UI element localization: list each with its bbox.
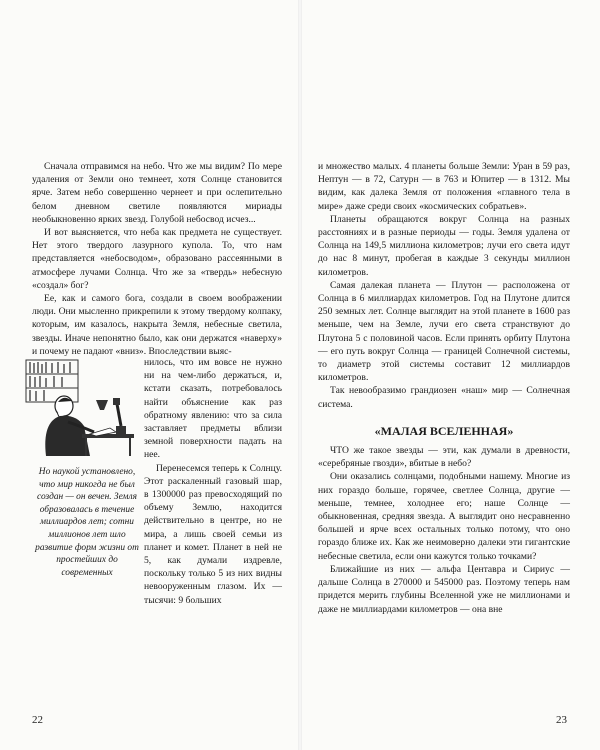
right-paragraph: и множество малых. 4 планеты больше Земли: Уран в 59 раз, Нептун — в 72, Сатурн — в 763 и Юпитер — в 1312. Мы видим, как далека Земля от положения «главного тела в мире» даже среди своих «космических собратьев». bbox=[318, 161, 570, 212]
right-paragraph: Планеты обращаются вокруг Солнца на разных расстояниях и в разные периоды — годы. Земля удалена от Солнца на 149,5 миллиона километров; лучи его света идут до нас 8 минут, пробегая в каждые 3 секунды миллион километров. bbox=[318, 213, 570, 278]
left-page-number: 22 bbox=[32, 714, 43, 726]
left-page-wrapped-text bbox=[144, 356, 282, 607]
left-page-body bbox=[32, 160, 282, 358]
right-page-number: 23 bbox=[556, 714, 567, 726]
left-paragraph: Сначала отправимся на небо. Что же мы видим? По мере удаления от Земли оно темнеет, хотя Солнце становится ярче. Затем небо совершенно чернеет и при ослепительно белом дневном светиле появляются мириады необыкновенно ярких звезд. Голубой небосвод исчез... bbox=[32, 161, 282, 225]
book-gutter bbox=[298, 0, 302, 750]
right-paragraph: Так невообразимо грандиозен «наш» мир — Солнечная система. bbox=[318, 385, 570, 410]
right-paragraph: Они оказались солнцами, подобными нашему. Многие из них гораздо больше, горячее, светлее Солнца, другие — меньше, темнее, холоднее его; наше Солнце — обыкновенная, средняя звезда. А выглядит оно несравненно большей и ярче всех остальных только потому, что оно гораздо ближе их. Как же неимоверно далеки эти гигантские небесные светила, если они кажутся только точками? bbox=[318, 471, 570, 562]
right-paragraph: Самая далекая планета — Плутон — расположена от Солнца в 6 миллиардах километров. Год на Плутоне длится 250 земных лет. Солнце выглядит на этой планете в 1600 раз меньше, чем на Земле, лучи его света странствуют до Плутона 5 с половиной часов. Если принять орбиту Плутона — его путь вокруг Солнца — границей Солнечной системы, то диаметр этой системы составит 12 миллиардов километров. bbox=[318, 279, 570, 384]
left-paragraph: И вот выясняется, что неба как предмета не существует. Нет этого твердого лазурного купола. То, что нам представляется «небосводом», образовано рассеянными в атмосфере лучами Солнца. Что же за «твердь» небесную «создал» бог? bbox=[32, 227, 282, 291]
right-paragraph: Ближайшие из них — альфа Центавра и Сириус — дальше Солнца в 270000 и 545000 раз. Поэтому теперь нам придется мерить глубины Вселенной уже не миллионами и даже не миллиардами километров — она вне bbox=[318, 563, 570, 615]
section-heading: «МАЛАЯ ВСЕЛЕННАЯ» bbox=[374, 423, 514, 438]
scholar-at-desk-illustration bbox=[24, 356, 138, 460]
illustration-caption: Но наукой установлено, что мир никогда не был создан — он вечен. Земля образовалась в течение миллиардов лет; сотни миллионов лет шло развитие форм жизни от простейших до современных bbox=[35, 467, 139, 578]
left-paragraph: Ее, как и самого бога, создали в своем воображении люди. Они мысленно прикрепили к этому твердому колпаку, которым, им казалось, накрыта Земля, небесные светила, звезды. Иначе непонятно было, как они держатся «наверху» и почему не падают «вниз». Впоследствии выяс- bbox=[32, 293, 282, 357]
right-paragraph: ЧТО же такое звезды — эти, как думали в древности, «серебряные гвозди», вбитые в небо? bbox=[318, 445, 570, 470]
left-wrap-paragraph: нилось, что им вовсе не нужно ни на чем-либо держаться, и, кстати сказать, потребовалось найти объяснение как раз обратному явлению: что за сила заставляет предметы вблизи земной поверхности падать на нее. bbox=[144, 357, 282, 461]
left-wrap-paragraph: Перенесемся теперь к Солнцу. Этот раскаленный газовый шар, в 1300000 раз превосходящий по объему Землю, находится действительно в центре, но не мира, а лишь своей семьи из планет и комет. Планет в ней не 5, как думали издревле, поскольку только 5 из них видны невооруженным глазом. Их — тысячи: 9 больших bbox=[144, 462, 282, 606]
right-page-body bbox=[318, 160, 570, 616]
